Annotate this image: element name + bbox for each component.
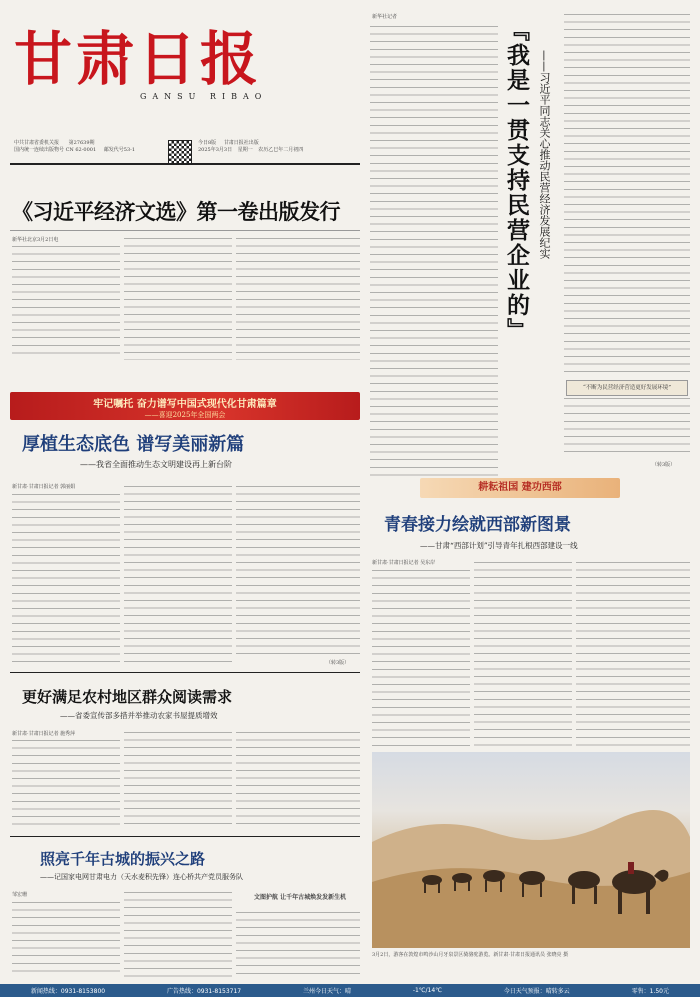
- lead-byline: 新华社北京3月2日电: [12, 237, 59, 243]
- footer-forecast: 今日天气预报：晴转多云: [503, 988, 570, 995]
- eco-rule: [10, 672, 360, 673]
- lead-col-2: [124, 238, 232, 360]
- lead-col-1: [12, 246, 120, 360]
- lead-rule: [10, 230, 360, 231]
- ancient-city-byline: 邹宏珊: [12, 892, 28, 898]
- eco-col-1: [12, 494, 120, 666]
- youth-col-3: [576, 562, 690, 746]
- youth-subheadline: ——甘肃“西部计划”引导青年扎根西部建设一线: [420, 541, 578, 550]
- continued-right: （转3版）: [652, 462, 676, 468]
- youth-byline: 新甘肃·甘肃日报记者 吴东岸: [372, 560, 436, 566]
- eco-col-2: [124, 486, 232, 666]
- masthead: [14, 25, 354, 122]
- ancient-city-inset: 文图护航 让千年古城焕发发新生机: [254, 894, 347, 901]
- youth-col-1: [372, 570, 470, 746]
- sponsor: 中共甘肃省委机关报: [14, 140, 60, 146]
- ancient-col-1: [12, 902, 120, 978]
- reading-col-3: [236, 732, 360, 830]
- right-body-text-b: [564, 14, 690, 374]
- footer-temperature: -1℃/14℃: [412, 987, 442, 994]
- ancient-col-2: [124, 892, 232, 978]
- right-body-text-a: [370, 26, 498, 481]
- footer-weather: 兰州今日天气：晴: [302, 988, 351, 995]
- footer-bar: [0, 984, 700, 997]
- eco-continued: （转3版）: [326, 660, 350, 666]
- masthead-pinyin: GANSU RIBAO: [140, 92, 268, 101]
- feature-banner: [10, 392, 360, 420]
- youth-col-2: [474, 562, 572, 746]
- youth-headline: 青春接力绘就西部新图景: [384, 515, 571, 535]
- eco-col-3: [236, 486, 360, 658]
- camel-caravan-illustration: [372, 752, 690, 948]
- postal-code: 邮发代号53-1: [103, 147, 135, 153]
- eco-headline: 厚植生态底色 谱写美丽新篇: [22, 434, 245, 455]
- quote-text: “不断为民营经济营造更好发展环境”: [582, 385, 672, 391]
- qr-code: [168, 140, 192, 164]
- right-body-text-c: [564, 398, 690, 458]
- reading-col-2: [124, 732, 232, 830]
- date-info: [198, 140, 358, 154]
- lead-col-3: [236, 238, 360, 360]
- masthead-rule: [10, 163, 360, 165]
- publisher: 甘肃日报社出版: [223, 140, 259, 146]
- right-byline: 新华社记者: [372, 14, 398, 20]
- vertical-headline: 『我是一贯支持民营企业的』: [503, 18, 529, 343]
- footer-ad-hotline: 广告热线：0931-8153717: [166, 988, 242, 995]
- ancient-city-subheadline: ——记国家电网甘肃电力（天水麦积先锋）连心桥共产党员服务队: [40, 873, 243, 881]
- reading-rule: [10, 836, 360, 837]
- reading-subheadline: ——省委宣传部多措并举推动农家书屋提质增效: [60, 711, 218, 720]
- eco-byline: 新甘肃·甘肃日报记者 郭丽娟: [12, 484, 76, 490]
- west-banner-text: 耕耘祖国 建功西部: [478, 482, 562, 493]
- eco-subheadline: ——我省全面推动生态文明建设再上新台阶: [80, 460, 232, 469]
- page-count: 今日8版: [198, 140, 217, 146]
- issue-no: 第27639期: [68, 140, 95, 146]
- reading-headline: 更好满足农村地区群众阅读需求: [22, 688, 233, 706]
- lunar-date: 农历乙巳年二月初四: [258, 147, 304, 153]
- weekday: 星期一: [237, 147, 253, 153]
- date: 2025年3月3日: [198, 147, 233, 153]
- reading-col-1: [12, 740, 120, 830]
- vertical-subheadline: ——习近平同志关心推动民营经济发展纪实: [538, 50, 551, 259]
- footer-price: 零售：1.50元: [631, 988, 670, 995]
- ancient-col-3: [236, 912, 360, 978]
- feature-banner-sub: ——喜迎2025年全国两会: [144, 411, 226, 419]
- quote-box: [566, 380, 688, 396]
- camel-desert-photo: [372, 752, 690, 948]
- masthead-title: 甘肃日报: [14, 25, 263, 93]
- feature-banner-text: 牢记嘱托 奋力谱写中国式现代化甘肃篇章: [93, 399, 277, 410]
- west-banner: [420, 478, 620, 498]
- reading-byline: 新甘肃·甘肃日报记者 施秀萍: [12, 731, 76, 737]
- unified-no: 国内统一连续出版物号 CN 62-0001: [14, 147, 97, 153]
- photo-caption: 3月2日，游客在敦煌市鸣沙山月牙泉景区骑骆驼游览。新甘肃·甘肃日报通讯员 张晓亮 摄: [372, 952, 569, 958]
- ancient-city-headline: 照亮千年古城的振兴之路: [40, 850, 206, 868]
- lead-headline: 《习近平经济文选》第一卷出版发行: [12, 200, 340, 224]
- footer-news-hotline: 新闻热线：0931-8153800: [30, 988, 106, 995]
